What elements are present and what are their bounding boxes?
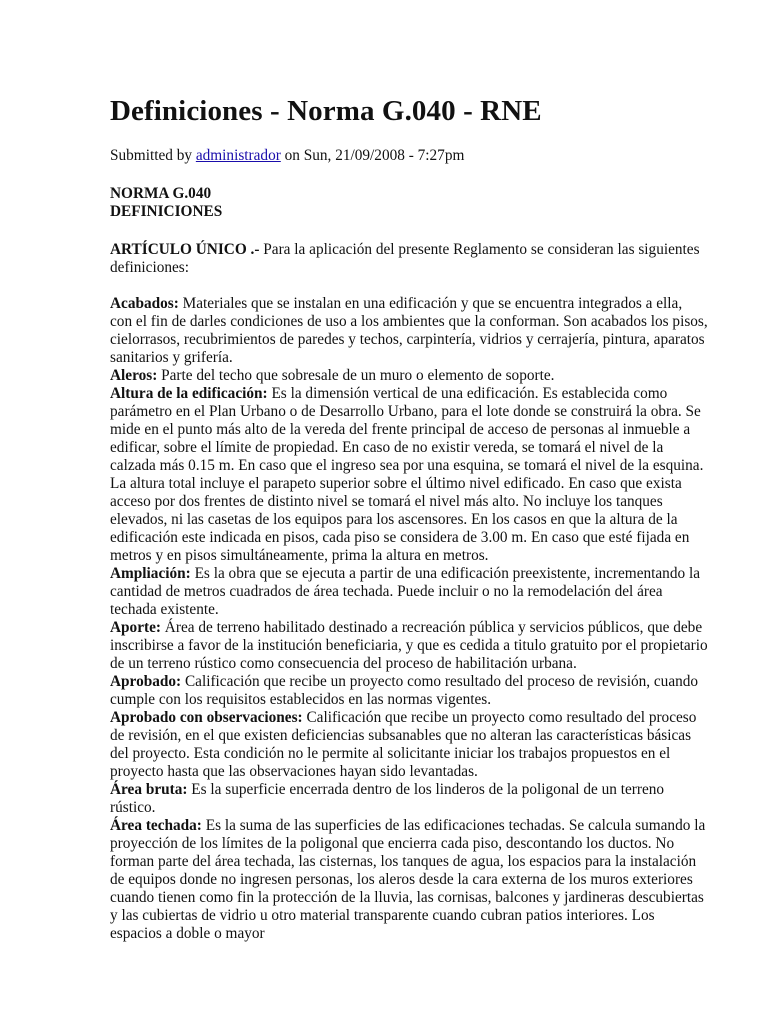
articulo-paragraph [110, 241, 708, 277]
definition-term: Aprobado con observaciones: [110, 709, 303, 726]
definition-text: Calificación que recibe un proyecto como resultado del proceso de revisión, cuando cumple con los requisitos establecidos en las normas vigentes. [110, 673, 699, 708]
articulo-label: ARTÍCULO ÚNICO .- [110, 241, 260, 258]
definitions-list [110, 295, 708, 943]
definition-term: Ampliación: [110, 565, 191, 582]
definition-item [110, 709, 708, 781]
norma-subtitle: DEFINICIONES [110, 203, 223, 220]
definition-text: Es la obra que se ejecuta a partir de una edificación preexistente, incrementando la cantidad de metros cuadrados de área techada. Puede incluir o no la remodelación del área techada existente. [110, 565, 700, 618]
submitted-prefix: Submitted by [110, 147, 196, 164]
definition-item [110, 817, 708, 943]
norma-heading [110, 185, 708, 221]
submitted-line [110, 147, 708, 165]
definition-item [110, 565, 708, 619]
definition-item [110, 367, 708, 385]
definition-text: Es la superficie encerrada dentro de los linderos de la poligonal de un terreno rústico. [110, 781, 665, 816]
definition-text: Calificación que recibe un proyecto como resultado del proceso de revisión, en el que existen deficiencias subsanables que no alteran las características básicas del proyecto. Esta condición no le permite al solicitante iniciar los trabajos propuestos en el proyecto hasta que las observaciones hayan sido levantadas. [110, 709, 697, 780]
definition-item [110, 385, 708, 565]
submitted-date: on Sun, 21/09/2008 - 7:27pm [280, 147, 465, 164]
definition-text: Parte del techo que sobresale de un muro o elemento de soporte. [157, 367, 555, 384]
definition-term: Aporte: [110, 619, 161, 636]
norma-title: NORMA G.040 [110, 185, 212, 202]
definition-item [110, 781, 708, 817]
author-link[interactable]: administrador [195, 147, 281, 164]
definition-item [110, 619, 708, 673]
definition-term: Área techada: [110, 817, 202, 834]
definition-text: Área de terreno habilitado destinado a recreación pública y servicios públicos, que debe inscribirse a favor de la institución beneficiaria, y que es cedida a titulo gratuito por el propietario de un terreno rústico como consecuencia del proceso de habilitación urbana. [110, 619, 708, 672]
definition-text: Es la suma de las superficies de las edificaciones techadas. Se calcula sumando la proyección de los límites de la poligonal que encierra cada piso, descontando los ductos. No forman parte del área techada, las cisternas, los tanques de agua, los espacios para la instalación de equipos donde no ingresen personas, los aleros desde la cara externa de los muros exteriores cuando tienen como fin la protección de la lluvia, las cornisas, balcones y jardineras descubiertas y las cubiertas de vidrio u otro material transparente cuando cubran patios interiores. Los espacios a doble o mayor [110, 817, 706, 942]
definition-text: Materiales que se instalan en una edificación y que se encuentra integrados a ella, con el fin de darles condiciones de uso a los ambientes que la conforman. Son acabados los pisos, cielorrasos, recubrimientos de paredes y techos, carpintería, vidrios y cerrajería, pintura, aparatos sanitarios y grifería. [110, 295, 708, 366]
definition-term: Aleros: [110, 367, 158, 384]
articulo-text: Para la aplicación del presente Reglamento se consideran las siguientes definiciones: [110, 241, 700, 276]
definition-item [110, 673, 708, 709]
definition-term: Altura de la edificación: [110, 385, 268, 402]
definition-item [110, 295, 708, 367]
page-title: Definiciones - Norma G.040 - RNE [110, 95, 542, 127]
definition-term: Área bruta: [110, 781, 188, 798]
definition-term: Acabados: [110, 295, 179, 312]
definition-text: Es la dimensión vertical de una edificación. Es establecida como parámetro en el Plan Urbano o de Desarrollo Urbano, para el lote donde se construirá la obra. Se mide en el punto más alto de la vereda del frente principal de acceso de personas al inmueble a edificar, sobre el límite de propiedad. En caso de no existir vereda, se tomará el nivel de la calzada más 0.15 m. En caso que el ingreso sea por una esquina, se tomará el nivel de la esquina. La altura total incluye el parapeto superior sobre el último nivel edificado. En caso que exista acceso por dos frentes de distinto nivel se tomará el nivel más alto. No incluye los tanques elevados, ni las casetas de los equipos para los ascensores. En los casos en que la altura de la edificación este indicada en pisos, cada piso se considera de 3.00 m. En caso que esté fijada en metros y en pisos simultáneamente, prima la altura en metros. [110, 385, 704, 564]
definition-term: Aprobado: [110, 673, 182, 690]
